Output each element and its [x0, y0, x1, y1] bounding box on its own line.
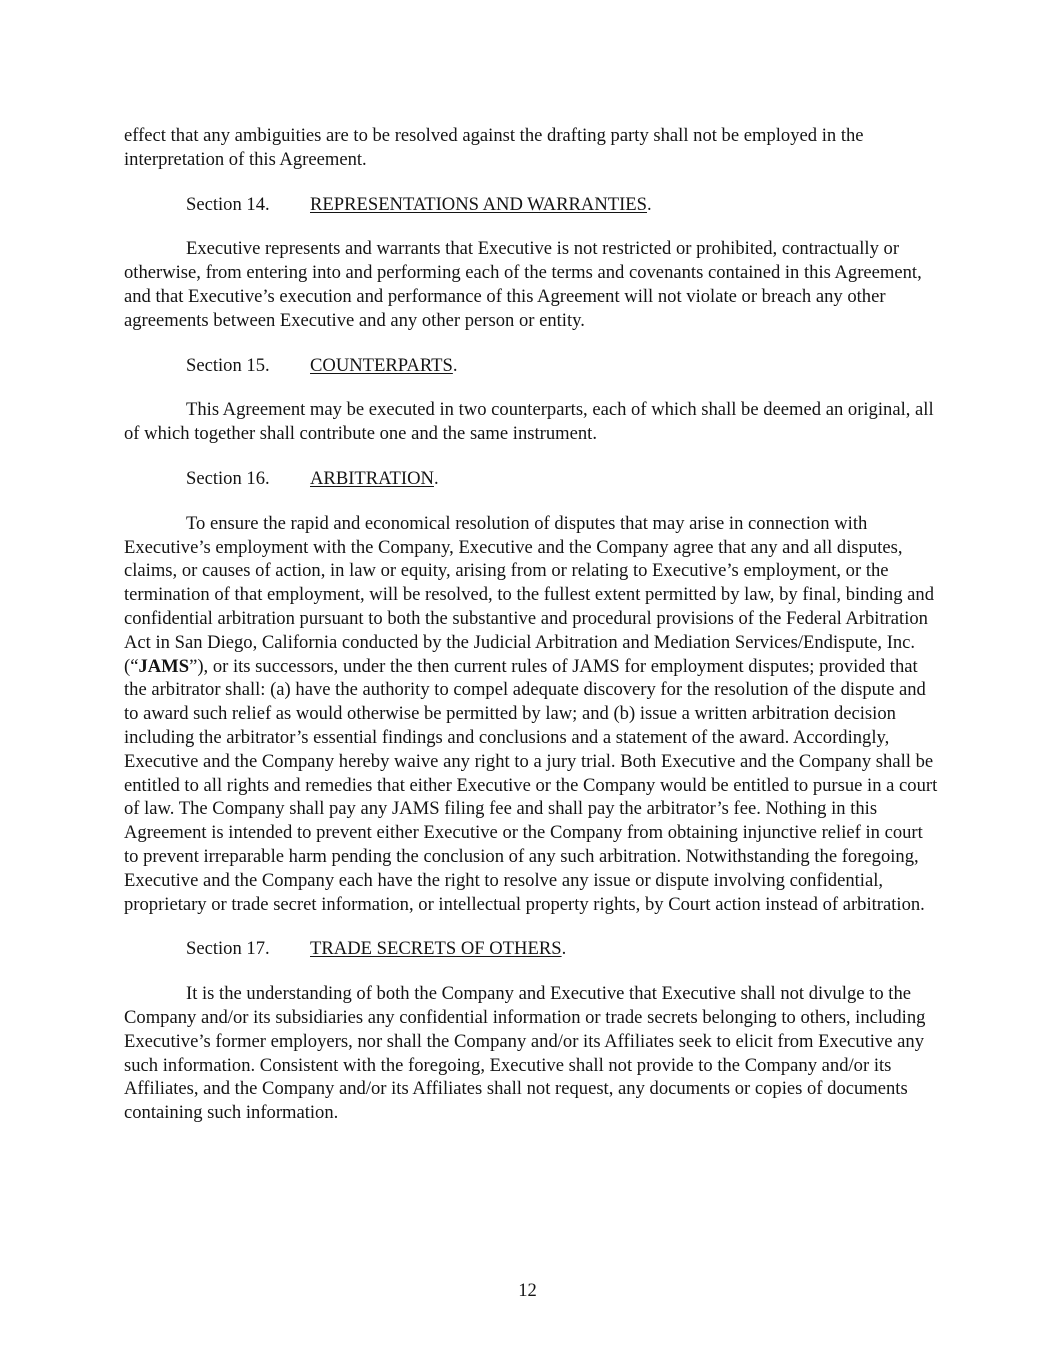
section-16-period: . — [433, 467, 439, 489]
page-number: 12 — [518, 1280, 537, 1301]
section-17-title: TRADE SECRETS OF OTHERS — [310, 938, 562, 960]
section-15-title: COUNTERPARTS — [310, 354, 453, 376]
section-14-body: Executive represents and warrants that Executive is not restricted or prohibited, contractually or otherwise, from entering into and performing each of the terms and covenants contained in this Agreement, and that Executive’s execution and performance of this Agreement will not violate or breach any other agreements between Executive and any other person or entity. — [124, 238, 922, 331]
section-14-heading — [124, 193, 939, 217]
section-16-number: Section 16. — [186, 467, 270, 489]
section-16-body-part-b: ”), or its successors, under the then current rules of JAMS for employment disputes; provided that the arbitrator shall: (a) have the authority to compel adequate discovery for the resolution of the dispute and to award such relief as would otherwise be permitted by law; and (b) issue a written arbitration decision including the arbitrator’s essential findings and conclusions and a statement of the award. Accordingly, Executive and the Company hereby waive any right to a jury trial. Both Executive and the Company shall be entitled to all rights and remedies that either Executive or the Company would be entitled to pursue in a court of law. The Company shall pay any JAMS filing fee and shall pay the arbitrator’s fee. Nothing in this Agreement is intended to prevent either Executive or the Company from obtaining injunctive relief in court to prevent irreparable harm pending the conclusion of any such arbitration. Notwithstanding the foregoing, Executive and the Company each have the right to resolve any issue or dispute involving confidential, proprietary or trade secret information, or intellectual property rights, by Court action instead of arbitration. — [124, 655, 938, 915]
section-15-number: Section 15. — [186, 354, 270, 376]
section-16-body-part-a: To ensure the rapid and economical resolution of disputes that may arise in connection with Executive’s employment with the Company, Executive and the Company agree that any and all disputes, claims, or causes of action, in law or equity, arising from or relating to Executive’s employment, or the termination of that employment, will be resolved, to the fullest extent permitted by law, by final, binding and confidential arbitration pursuant to both the substantive and procedural provisions of the Federal Arbitration Act in San Diego, California conducted by the Judicial Arbitration and Mediation Services/Endispute, Inc. (“ — [124, 512, 935, 677]
document-page — [124, 124, 939, 1146]
section-14-title: REPRESENTATIONS AND WARRANTIES — [310, 193, 648, 215]
section-16-title: ARBITRATION — [310, 467, 434, 489]
section-17-period: . — [561, 938, 567, 960]
section-17-body: It is the understanding of both the Company and Executive that Executive shall not divulge to the Company and/or its subsidiaries any confidential information or trade secrets belonging to others, including Executive’s former employers, nor shall the Company and/or its Affiliates seek to elicit from Executive any such information. Consistent with the foregoing, Executive shall not provide to the Company and/or its Affiliates, and the Company and/or its Affiliates shall not request, any documents or copies of documents containing such information. — [124, 983, 926, 1124]
section-16-heading — [124, 467, 939, 491]
section-17-heading — [124, 937, 939, 961]
section-17-number: Section 17. — [186, 938, 270, 960]
section-14-number: Section 14. — [186, 193, 270, 215]
section-15-period: . — [452, 354, 458, 376]
section-14-period: . — [647, 193, 652, 215]
section-15-heading — [124, 354, 939, 378]
continued-paragraph: effect that any ambiguities are to be resolved against the drafting party shall not be employed in the interpretation of this Agreement. — [124, 125, 864, 170]
section-15-body: This Agreement may be executed in two counterparts, each of which shall be deemed an original, all of which together shall contribute one and the same instrument. — [124, 399, 934, 445]
jams-defined-term: JAMS — [138, 655, 190, 677]
section-16-body — [124, 512, 939, 917]
